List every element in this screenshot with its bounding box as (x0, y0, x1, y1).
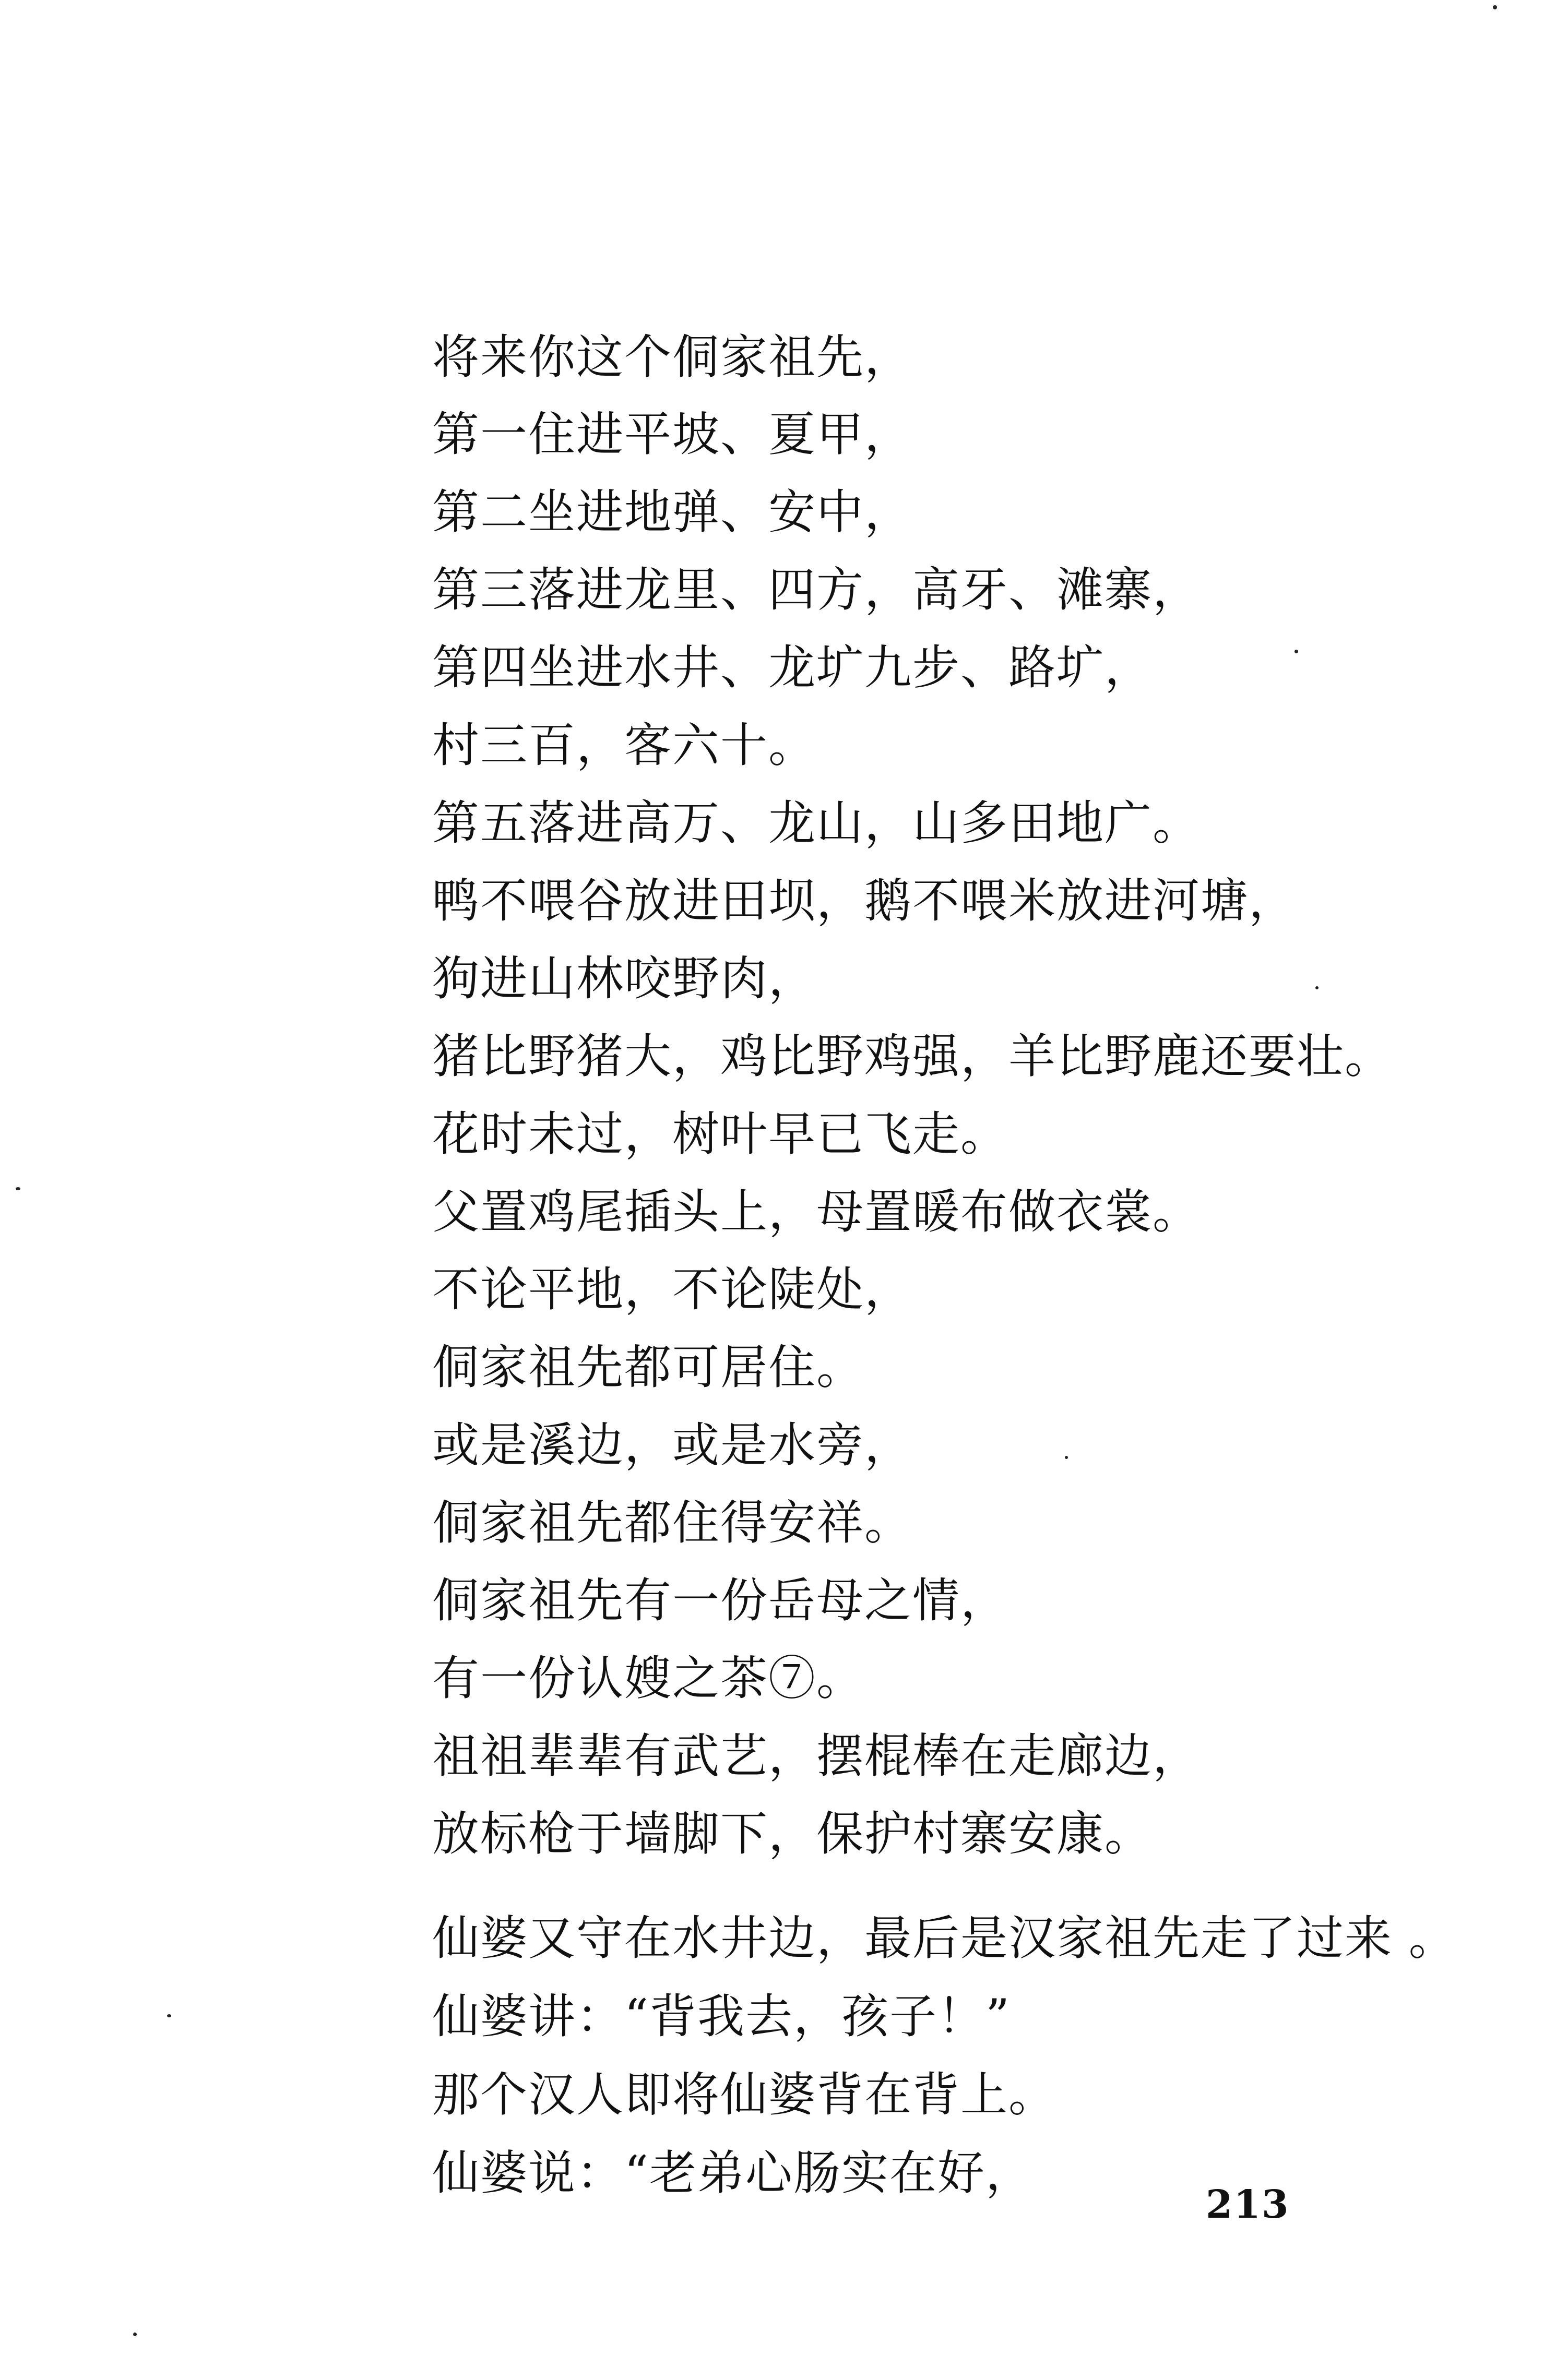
scan-speck (1294, 650, 1298, 653)
scan-speck (16, 1187, 20, 1190)
poem-line: 第二坐进地弹、安中， (432, 485, 912, 540)
poem-line: 父置鸡尾插头上，母置暖布做衣裳。 (432, 1185, 1201, 1239)
poem-line: 第一住进平坡、夏甲， (432, 407, 912, 462)
scan-speck (1315, 986, 1319, 989)
poem-line: 侗家祖先都住得安祥。 (432, 1496, 912, 1550)
scan-speck (1493, 5, 1497, 9)
poem-line: 祖祖辈辈有武艺，摆棍棒在走廊边， (432, 1729, 1201, 1784)
scan-speck (167, 2014, 171, 2017)
poem-line: 鸭不喂谷放进田坝，鹅不喂米放进河塘， (432, 874, 1297, 928)
poem-line: 村三百，客六十。 (432, 718, 816, 773)
poem-line: 不论平地，不论陡处， (432, 1262, 912, 1317)
scan-speck (133, 2333, 137, 2336)
poem-line: 放标枪于墙脚下，保护村寨安康。 (432, 1807, 1153, 1861)
narrative-line: 仙婆说：“老弟心肠实在好， (432, 2146, 1034, 2200)
poem-line: 第五落进高万、龙山，山多田地广。 (432, 796, 1201, 851)
poem-line: 猪比野猪大，鸡比野鸡强，羊比野鹿还要壮。 (432, 1029, 1393, 1084)
scan-speck (1065, 1456, 1068, 1459)
poem-line: 侗家祖先有一份岳母之情， (432, 1573, 1008, 1628)
poem-line: 花时未过，树叶早已飞走。 (432, 1107, 1008, 1162)
poem-line: 侗家祖先都可居住。 (432, 1340, 864, 1395)
poem-line: 狗进山林咬野肉， (432, 951, 816, 1006)
narrative-line: 仙婆又守在水井边，最后是汉家祖先走了过来 。 (432, 1911, 1457, 1966)
poem-line: 或是溪边，或是水旁， (432, 1418, 912, 1473)
narrative-line: 那个汉人即将仙婆背在背上。 (432, 2067, 1056, 2122)
poem-line: 第四坐进水井、龙圹九步、路圹， (432, 640, 1153, 695)
page-number: 213 (1206, 2182, 1290, 2227)
poem-line: 有一份认嫂之茶⑦。 (432, 1651, 864, 1706)
poem-line: 将来你这个侗家祖先， (432, 330, 912, 385)
narrative-line: 仙婆讲：“背我去，孩子！” (432, 1989, 1011, 2044)
poem-line: 第三落进龙里、四方，高牙、滩寨， (432, 563, 1201, 617)
